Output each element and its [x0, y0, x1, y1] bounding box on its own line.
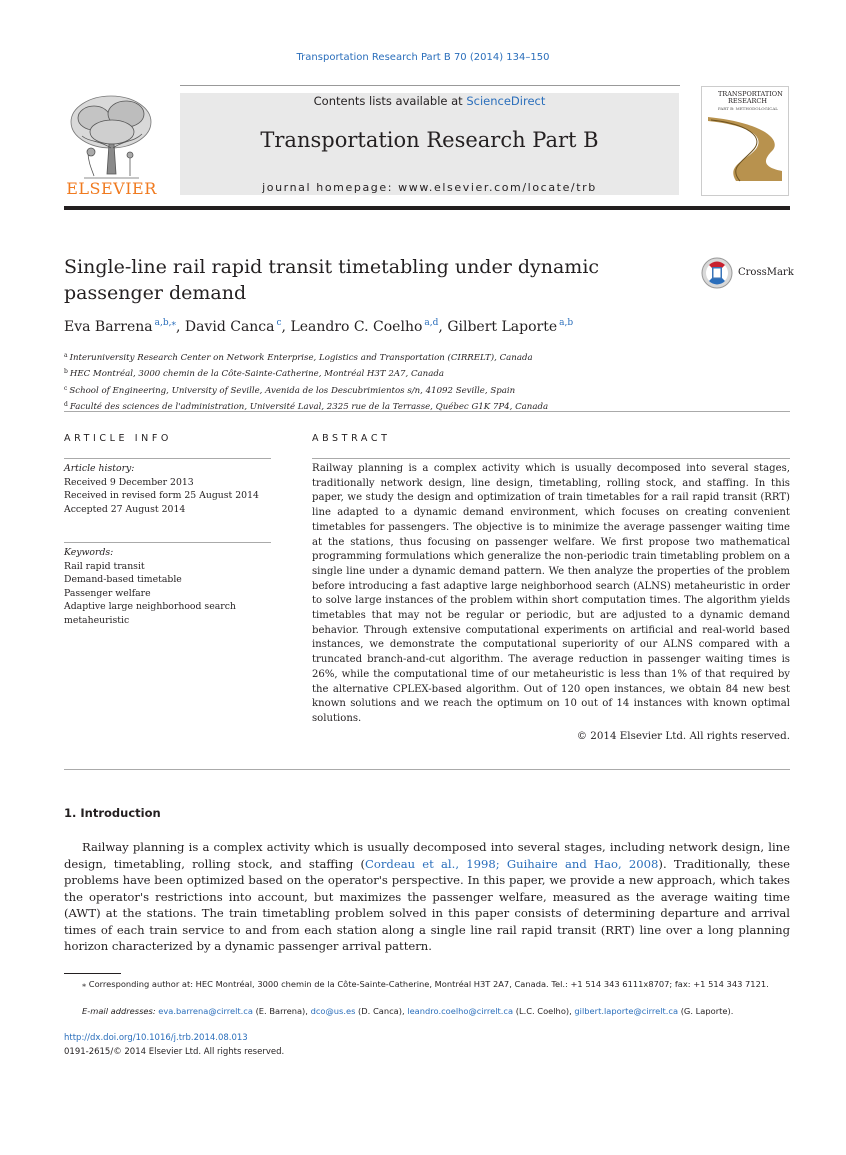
email-owner: (E. Barrena),: [252, 1006, 311, 1016]
email-owner: (L.C. Coelho),: [513, 1006, 575, 1016]
crossmark-badge[interactable]: [701, 257, 794, 289]
author-affiliation-mark[interactable]: a,b: [559, 318, 574, 328]
affiliation-text: Faculté des sciences de l'administration, Université Laval, 2325 rue de la Terrasse, Québec G1K 7P4, Canada: [69, 401, 549, 412]
journal-reference[interactable]: Transportation Research Part B 70 (2014) 134–150: [296, 52, 550, 63]
affiliation-mark: d: [64, 400, 68, 408]
email-owner: (D. Canca),: [355, 1006, 408, 1016]
contents-prefix: Contents lists available at: [313, 94, 467, 108]
affiliation-mark: a: [64, 352, 68, 359]
keyword-item: metaheuristic: [64, 614, 130, 626]
footnote-text: Corresponding author at: HEC Montréal, 3000 chemin de la Côte-Sainte-Catherine, Montréal H3T 2A7, Canada. Tel.: +1 514 343 6111x8707; fax: +1 514 343 7121.: [86, 979, 769, 989]
author-separator: ,: [175, 319, 185, 335]
author-name[interactable]: Eva Barrena: [64, 319, 153, 335]
journal-homepage: [180, 181, 679, 194]
abstract-heading: ABSTRACT: [312, 433, 391, 444]
keywords-rule: [64, 542, 271, 543]
email-link[interactable]: leandro.coelho@cirrelt.ca: [407, 1006, 514, 1016]
abstract-copyright: © 2014 Elsevier Ltd. All rights reserved.: [576, 730, 790, 742]
homepage-prefix: journal homepage:: [262, 181, 399, 194]
affiliation-item: [64, 349, 784, 365]
cover-title-line2: RESEARCH: [728, 97, 768, 105]
affiliation-item: [64, 365, 784, 381]
history-item: Accepted 27 August 2014: [64, 503, 186, 515]
journal-cover-thumbnail[interactable]: [701, 86, 789, 196]
keywords-label: Keywords:: [64, 547, 114, 558]
keyword-item: Adaptive large neighborhood search: [64, 601, 236, 612]
abstract-body: Railway planning is a complex activity which is usually decomposed into several stages, traditionally network design, line design, timetabling, rolling stock, and staffing. In this paper, we study the design and optimization of train timetables for a rail rapid transit (RRT) line adapted to a dynamic demand environment, which focuses on creating convenient timetables for passengers. The objective is to minimize the average passenger waiting time at the stations, thus focusing on passenger welfare. We first propose two mathematical programming formulations which generalize the non-periodic train timetabling problem on a single line under a dynamic demand pattern. We then analyze the properties of the problem before introducing a fast adaptive large neighborhood search (ALNS) metaheuristic in order to solve large instances of the problem within short computation times. The algorithm yields timetables that may not be regular or periodic, but are adjusted to a dynamic demand behavior. Through extensive computational experiments on artificial and real-world based instances, we demonstrate the computational superiority of our ALNS compared with a truncated branch-and-cut algorithm. The average reduction in passenger waiting times is 26%, while the computational time of our metaheuristic is less than 1% of that required by the alternative CPLEX-based algorithm. Out of 120 open instances, we obtain 84 new best known solutions and we reach the optimum on 10 out of 14 instances with known optimal solutions.: [312, 463, 790, 724]
article-info-rule: [64, 458, 271, 459]
keywords-list: [64, 546, 274, 627]
issn-copyright: 0191-2615/© 2014 Elsevier Ltd. All rights reserved.: [64, 1047, 285, 1057]
affiliation-text: Interuniversity Research Center on Network Enterprise, Logistics and Transportation (CIRRELT), Canada: [69, 353, 533, 363]
email-owner: (G. Laporte).: [678, 1006, 734, 1016]
contents-line: [180, 94, 679, 108]
header-bottom-bar: [64, 206, 790, 210]
cover-title: [718, 91, 788, 112]
affiliation-list: [64, 349, 784, 414]
crossmark-icon: [701, 257, 733, 289]
article-info-heading: ARTICLE INFO: [64, 433, 173, 444]
cover-road-image: [706, 115, 784, 187]
corresponding-author-footnote: [64, 978, 790, 992]
email-link[interactable]: eva.barrena@cirrelt.ca: [158, 1006, 253, 1016]
intro-text-part2: ). Traditionally, these problems have been optimized based on the operator's perspective. In this paper, we provide a new approach, which takes the operator's restrictions into account, but maximizes the passenger welfare, measured as the average waiting time (AWT) at the stations. The train timetabling problem solved in this paper consists of determining departure and arrival times of each train service to and from each station along a single line rail rapid transit (RRT) line over a long planning horizon characterized by a dynamic passenger arrival pattern.: [64, 856, 791, 953]
history-item: Received 9 December 2013: [64, 476, 194, 488]
citation-link[interactable]: Cordeau et al., 1998; Guihaire and Hao, 2008: [365, 856, 659, 871]
affiliation-mark: b: [64, 368, 68, 376]
article-title: Single-line rail rapid transit timetabling under dynamic passenger demand: [64, 256, 600, 304]
header-top-rule: [180, 85, 680, 86]
author-name[interactable]: David Canca: [184, 319, 275, 335]
article-history: [64, 462, 274, 516]
cover-title-line1: TRANSPORTATION: [718, 90, 783, 98]
email-link[interactable]: dco@us.es: [310, 1006, 356, 1016]
footnote-rule: [64, 973, 121, 974]
affiliation-rule: [64, 411, 790, 412]
affiliation-mark: c: [64, 384, 68, 392]
article-history-label: Article history:: [64, 463, 135, 474]
intro-text-part1: Railway planning is a complex activity which is usually decomposed into several stages, including network design, line design, timetabling, rolling stock, and staffing (: [64, 840, 790, 871]
author-separator: ,: [281, 319, 291, 335]
front-matter-rule: [64, 769, 790, 770]
elsevier-wordmark: ELSEVIER: [66, 179, 157, 198]
author-affiliation-mark[interactable]: a,b,⁎: [154, 318, 176, 328]
keyword-item: Passenger welfare: [64, 587, 151, 599]
affiliation-item: [64, 382, 784, 398]
abstract-rule: [312, 458, 790, 459]
email-label: E-mail addresses:: [82, 1006, 156, 1016]
journal-title: Transportation Research Part B: [260, 128, 599, 152]
keyword-item: Rail rapid transit: [64, 560, 145, 572]
author-name[interactable]: Leandro C. Coelho: [290, 319, 423, 335]
author-list: [64, 318, 784, 335]
section-heading-introduction: 1. Introduction: [64, 806, 161, 820]
author-separator: ,: [438, 319, 448, 335]
history-item: Received in revised form 25 August 2014: [64, 490, 259, 501]
footnote-mark: ⁎: [82, 979, 87, 989]
author-name[interactable]: Gilbert Laporte: [447, 319, 558, 335]
sciencedirect-link[interactable]: ScienceDirect: [466, 94, 546, 108]
crossmark-label: CrossMark: [738, 267, 794, 278]
keyword-item: Demand-based timetable: [64, 574, 182, 585]
introduction-paragraph: [64, 839, 790, 955]
email-link[interactable]: gilbert.laporte@cirrelt.ca: [574, 1006, 679, 1016]
author-affiliation-mark[interactable]: a,d: [424, 318, 439, 328]
homepage-link[interactable]: www.elsevier.com/locate/trb: [398, 181, 597, 194]
doi-link[interactable]: http://dx.doi.org/10.1016/j.trb.2014.08.013: [64, 1033, 248, 1043]
email-addresses: [82, 1006, 790, 1016]
cover-subtitle: PART B: METHODOLOGICAL: [718, 106, 778, 111]
author-affiliation-mark[interactable]: c: [276, 318, 282, 328]
affiliation-text: HEC Montréal, 3000 chemin de la Côte-Sainte-Catherine, Montréal H3T 2A7, Canada: [69, 369, 444, 380]
affiliation-text: School of Engineering, University of Seville, Avenida de los Descubrimientos s/n, 41092 Seville, Spain: [69, 385, 516, 396]
